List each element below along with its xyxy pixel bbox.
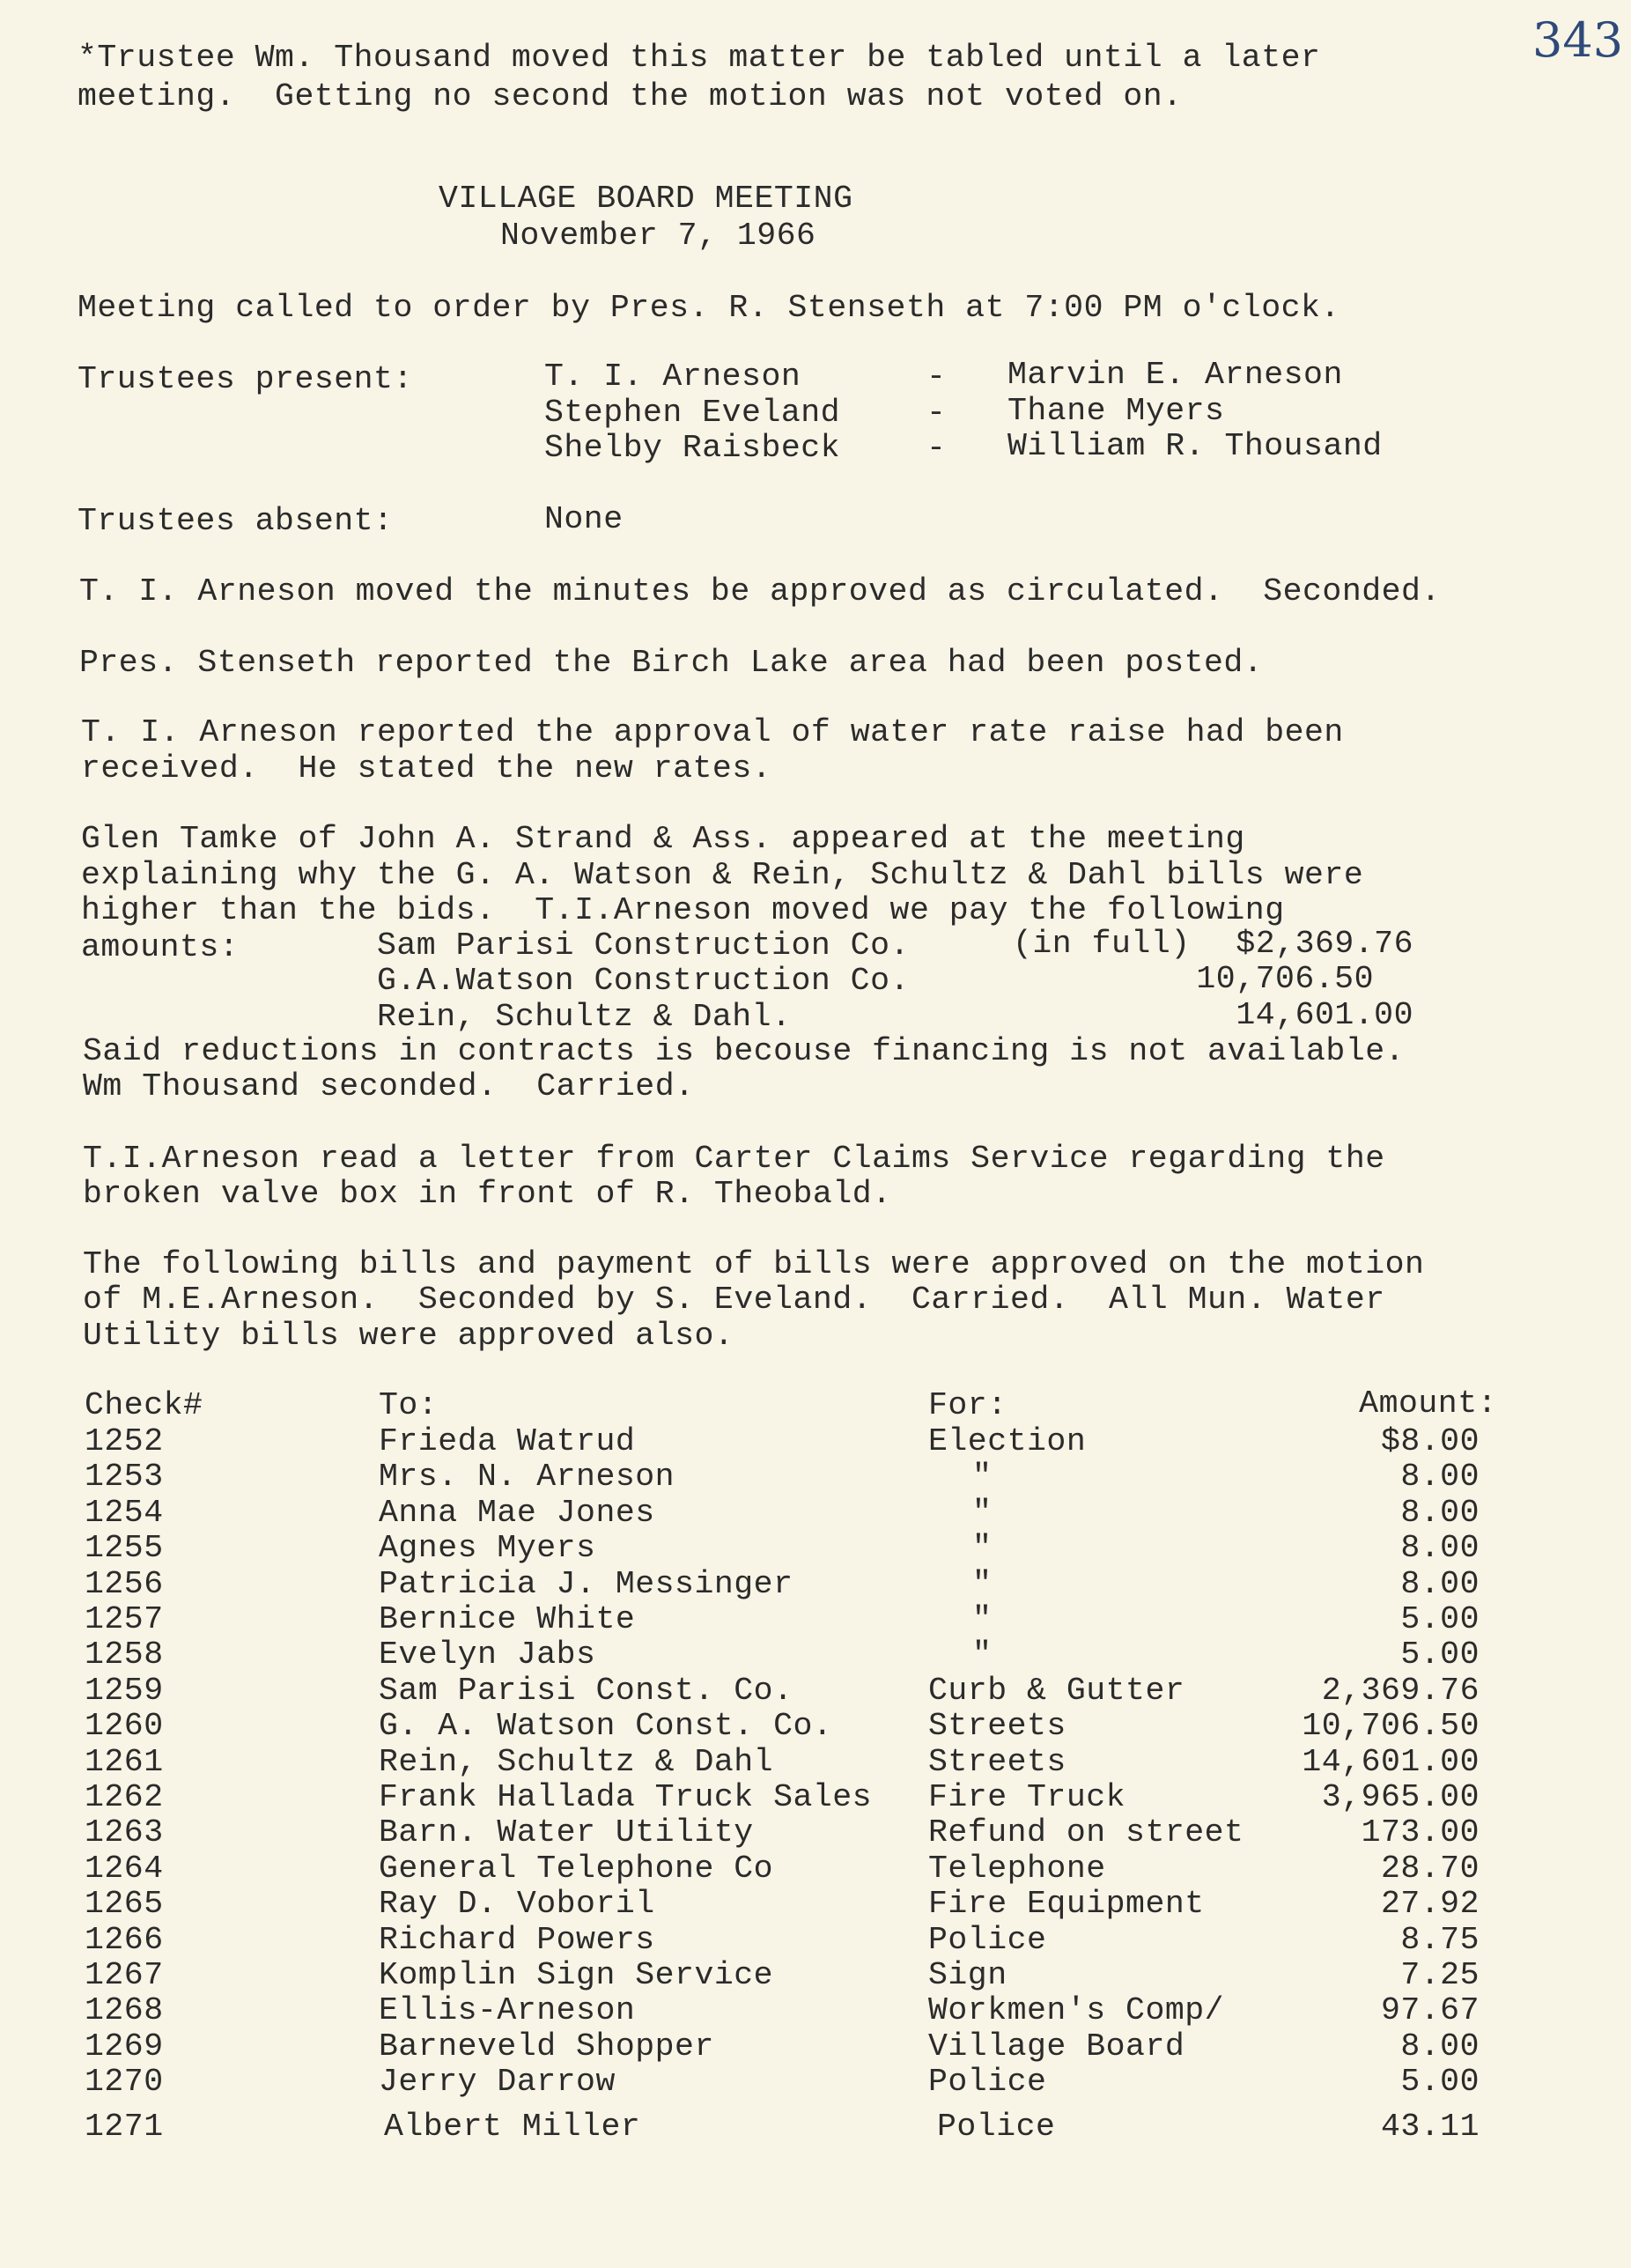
cell-amount: 173.00: [1361, 1814, 1480, 1851]
cell-for: Village Board: [928, 2028, 1185, 2065]
cell-for: Fire Truck: [928, 1779, 1126, 1815]
cell-for: Refund on street: [928, 1814, 1244, 1851]
reductions-line-1: Said reductions in contracts is becouse financing is not available.: [83, 1033, 1406, 1069]
cell-to: Frank Hallada Truck Sales: [379, 1779, 873, 1815]
cell-check: 1263: [85, 1814, 164, 1851]
amount-value-2: 10,706.50: [1196, 961, 1374, 997]
cell-to: Ellis-Arneson: [379, 1992, 636, 2029]
cell-for: Fire Equipment: [928, 1886, 1205, 1923]
header-amount: Amount:: [1359, 1385, 1497, 1422]
cell-for: Curb & Gutter: [928, 1672, 1185, 1709]
cell-for: Streets: [928, 1708, 1066, 1745]
cell-to: Sam Parisi Const. Co.: [379, 1672, 793, 1709]
cell-to: Agnes Myers: [379, 1530, 596, 1567]
cell-amount: 5.00: [1400, 1601, 1480, 1637]
cell-check: 1264: [85, 1850, 164, 1887]
bills-motion-line-2: of M.E.Arneson. Seconded by S. Eveland. Carried. All Mun. Water: [83, 1282, 1385, 1318]
cell-to: Komplin Sign Service: [379, 1957, 774, 1993]
cell-to: Albert Miller: [384, 2108, 641, 2145]
cell-check: 1252: [85, 1423, 164, 1459]
intro-line-2: meeting. Getting no second the motion was not voted on.: [77, 78, 1183, 115]
cell-to: Jerry Darrow: [379, 2064, 616, 2101]
cell-for: Sign: [928, 1957, 1007, 1993]
cell-to: Rein, Schultz & Dahl: [379, 1743, 774, 1780]
present-dash-3: -: [926, 430, 947, 466]
cell-to: Ray D. Voboril: [379, 1886, 655, 1923]
cell-amount: 8.75: [1400, 1921, 1480, 1958]
cell-amount: 5.00: [1400, 1636, 1480, 1673]
cell-amount: 3,965.00: [1321, 1779, 1480, 1815]
header-to: To:: [379, 1387, 439, 1423]
header-check: Check#: [85, 1387, 203, 1423]
present-left-1: T. I. Arneson: [544, 358, 801, 395]
cell-amount: 28.70: [1380, 1850, 1480, 1887]
carter-line-1: T.I.Arneson read a letter from Carter Claims Service regarding the: [83, 1141, 1385, 1177]
cell-check: 1270: [85, 2064, 164, 2101]
amount-value-3: 14,601.00: [1236, 997, 1413, 1033]
cell-check: 1262: [85, 1779, 164, 1815]
cell-amount: 2,369.76: [1321, 1672, 1480, 1709]
tamke-line-2: explaining why the G. A. Watson & Rein, Schultz & Dahl bills were: [81, 857, 1364, 893]
carter-line-2: broken valve box in front of R. Theobald.: [83, 1176, 892, 1212]
cell-for: Workmen's Comp/: [928, 1992, 1225, 2029]
cell-amount: 8.00: [1400, 2028, 1480, 2065]
amount-name-1: Sam Parisi Construction Co.: [377, 927, 910, 964]
cell-for: ": [972, 1494, 993, 1531]
present-right-3: William R. Thousand: [1007, 428, 1383, 464]
cell-check: 1255: [85, 1530, 164, 1567]
cell-check: 1268: [85, 1992, 164, 2029]
cell-for: ": [972, 1459, 993, 1496]
cell-check: 1269: [85, 2028, 164, 2065]
cell-for: Police: [937, 2108, 1056, 2145]
cell-amount: 27.92: [1380, 1886, 1480, 1923]
cell-amount: $8.00: [1380, 1423, 1480, 1459]
amount-name-3: Rein, Schultz & Dahl.: [377, 999, 792, 1035]
cell-amount: 14,601.00: [1302, 1743, 1480, 1780]
tamke-line-1: Glen Tamke of John A. Strand & Ass. appeared at the meeting: [81, 821, 1245, 857]
cell-check: 1260: [85, 1708, 164, 1745]
cell-to: Barn. Water Utility: [379, 1814, 754, 1851]
minutes-motion: T. I. Arneson moved the minutes be approved as circulated. Seconded.: [79, 573, 1441, 609]
reductions-line-2: Wm Thousand seconded. Carried.: [83, 1068, 695, 1104]
cell-check: 1271: [85, 2108, 164, 2145]
amount-value-1: $2,369.76: [1236, 926, 1413, 962]
present-right-2: Thane Myers: [1007, 393, 1225, 429]
meeting-date: November 7, 1966: [500, 218, 816, 254]
cell-amount: 10,706.50: [1302, 1708, 1480, 1745]
cell-check: 1261: [85, 1743, 164, 1780]
amount-name-2: G.A.Watson Construction Co.: [377, 963, 910, 999]
cell-for: Streets: [928, 1743, 1066, 1780]
birch-lake-report: Pres. Stenseth reported the Birch Lake area had been posted.: [79, 645, 1264, 681]
cell-to: Mrs. N. Arneson: [379, 1459, 675, 1496]
present-dash-2: -: [926, 395, 947, 431]
cell-for: Telephone: [928, 1850, 1106, 1887]
intro-line-1: *Trustee Wm. Thousand moved this matter be tabled until a later: [77, 40, 1321, 76]
cell-check: 1257: [85, 1601, 164, 1637]
page-number: 343: [1532, 12, 1624, 68]
present-left-2: Stephen Eveland: [544, 395, 841, 431]
cell-for: ": [972, 1601, 993, 1637]
cell-to: G. A. Watson Const. Co.: [379, 1708, 833, 1745]
cell-amount: 43.11: [1380, 2108, 1480, 2145]
cell-to: Evelyn Jabs: [379, 1636, 596, 1673]
cell-for: Election: [928, 1423, 1087, 1459]
cell-check: 1258: [85, 1636, 164, 1673]
cell-check: 1253: [85, 1459, 164, 1496]
cell-amount: 5.00: [1400, 2064, 1480, 2101]
cell-for: ": [972, 1636, 993, 1673]
cell-check: 1265: [85, 1886, 164, 1923]
cell-to: Bernice White: [379, 1601, 636, 1637]
trustees-present-label: Trustees present:: [77, 361, 413, 397]
amounts-label: amounts:: [81, 929, 240, 965]
present-left-3: Shelby Raisbeck: [544, 430, 841, 466]
trustees-absent-value: None: [544, 501, 624, 537]
cell-amount: 8.00: [1400, 1565, 1480, 1602]
water-rate-line-1: T. I. Arneson reported the approval of water rate raise had been: [81, 714, 1344, 750]
present-dash-1: -: [926, 358, 947, 395]
water-rate-line-2: received. He stated the new rates.: [81, 750, 772, 787]
cell-for: ": [972, 1530, 993, 1567]
cell-check: 1259: [85, 1672, 164, 1709]
cell-amount: 7.25: [1400, 1957, 1480, 1993]
cell-check: 1256: [85, 1565, 164, 1602]
cell-for: Police: [928, 1921, 1047, 1958]
cell-amount: 97.67: [1380, 1992, 1480, 2029]
present-right-1: Marvin E. Arneson: [1007, 357, 1343, 393]
tamke-line-3: higher than the bids. T.I.Arneson moved we pay the following: [81, 892, 1285, 928]
header-for: For:: [928, 1387, 1007, 1423]
cell-to: General Telephone Co: [379, 1850, 774, 1887]
cell-check: 1267: [85, 1957, 164, 1993]
cell-amount: 8.00: [1400, 1494, 1480, 1531]
meeting-title: VILLAGE BOARD MEETING: [439, 181, 853, 217]
called-to-order: Meeting called to order by Pres. R. Stenseth at 7:00 PM o'clock.: [77, 290, 1340, 326]
trustees-absent-label: Trustees absent:: [77, 503, 394, 539]
amount-note-1: (in full): [1013, 926, 1191, 962]
cell-to: Barneveld Shopper: [379, 2028, 714, 2065]
cell-check: 1266: [85, 1921, 164, 1958]
bills-motion-line-1: The following bills and payment of bills were approved on the motion: [83, 1246, 1425, 1282]
cell-for: Police: [928, 2064, 1047, 2101]
cell-amount: 8.00: [1400, 1459, 1480, 1496]
cell-for: ": [972, 1565, 993, 1602]
cell-to: Richard Powers: [379, 1921, 655, 1958]
bills-motion-line-3: Utility bills were approved also.: [83, 1318, 734, 1354]
cell-to: Anna Mae Jones: [379, 1494, 655, 1531]
cell-to: Patricia J. Messinger: [379, 1565, 793, 1602]
cell-amount: 8.00: [1400, 1530, 1480, 1567]
cell-check: 1254: [85, 1494, 164, 1531]
cell-to: Frieda Watrud: [379, 1423, 636, 1459]
